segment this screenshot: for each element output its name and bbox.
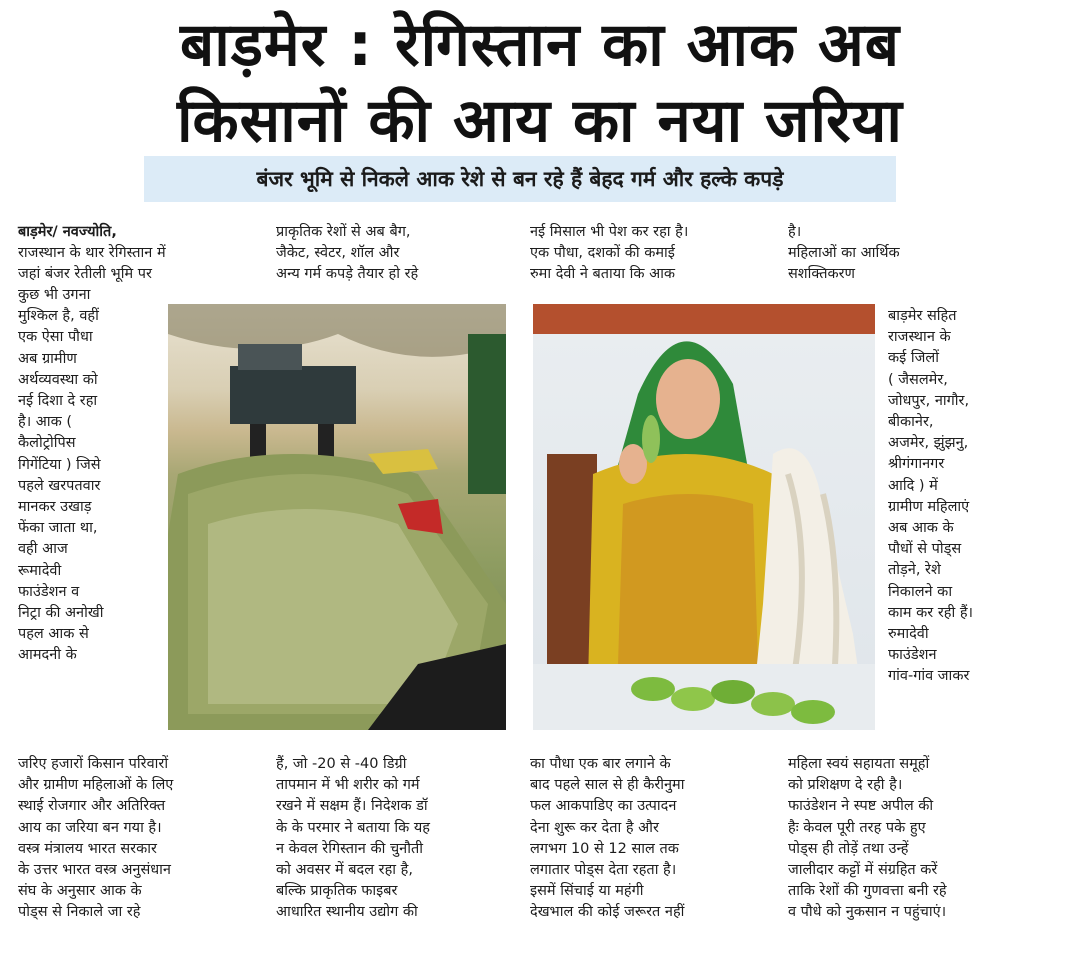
article-text-line: जालीदार कट्टों में संग्रहित करें [788, 862, 938, 879]
column-2-top [276, 222, 508, 286]
article-text-line: रखने में सक्षम हैं। निदेशक डॉ [276, 798, 428, 815]
article-text-line: पोड्स ही तोड़ें तथा उन्हें [788, 840, 909, 857]
headline-line-2: किसानों की आय का नया जरिया [177, 86, 903, 156]
article-text-line: निट्रा की अनोखी [18, 605, 104, 622]
column-4-top [788, 222, 1018, 286]
article-text-line: फाउंडेशन [888, 647, 937, 664]
article-text-line: लगभग 10 से 12 साल तक [530, 840, 679, 857]
article-text-line: लगातार पोड्स देता रहता है। [530, 862, 677, 879]
article-text-line: न केवल रेगिस्तान की चुनौती [276, 840, 423, 857]
article-text-line: के के परमार ने बताया कि यह [276, 819, 430, 836]
article-text-line: वही आज [18, 541, 68, 558]
article-text-line: राजस्थान के थार रेगिस्तान में [18, 245, 166, 262]
article-text-line: सशक्तिकरण [788, 266, 856, 283]
article-text-line: तापमान में भी शरीर को गर्म [276, 777, 420, 794]
article-text-line: पहल आक से [18, 626, 89, 643]
article-text-line: आदि ) में [888, 477, 938, 494]
article-text-line: जरिए हजारों किसान परिवारों [18, 756, 169, 772]
article-text-line: और ग्रामीण महिलाओं के लिए [18, 777, 174, 794]
article-text-line: पोड्स से निकाले जा रहे [18, 904, 141, 921]
article-text-line: व पौधे को नुकसान न पहुंचाएं। [788, 904, 947, 921]
article-text-line: जोधपुर, नागौर, [888, 392, 970, 409]
article-text-line: आधारित स्थानीय उद्योग की [276, 904, 418, 921]
article-text-line: मानकर उखाड़ [18, 499, 92, 516]
article-text-line: श्रीगंगानगर [888, 456, 945, 473]
article-text-line: को अवसर में बदल रहा है, [276, 862, 413, 879]
article-text-line: ताकि रेशों की गुणवत्ता बनी रहे [788, 883, 947, 900]
article-text-line: नई मिसाल भी पेश कर रहा है। [530, 224, 689, 240]
article-text-line: तोड़ने, रेशे [888, 562, 941, 579]
article-text-line: फल आकपाडिए का उत्पादन [530, 798, 677, 815]
article-text-line: एक पौधा, दशकों की कमाई [530, 245, 675, 262]
article-text-line: रुमादेवी [888, 626, 929, 643]
article-text-line: काम कर रही हैं। [888, 604, 974, 621]
article-text-line: फेंका जाता था, [18, 520, 98, 537]
article-text-line: बाड़मेर सहित [888, 308, 957, 324]
article-text-line: को प्रशिक्षण दे रही है। [788, 777, 903, 794]
column-3-bottom [530, 754, 766, 924]
article-text-line: एक ऐसा पौधा [18, 329, 93, 346]
article-text-line: देना शुरू कर देता है और [530, 819, 659, 836]
article-text-line: स्थाई रोजगार और अतिरिक्त [18, 798, 166, 815]
article-text-line: गिगेंटिया ) जिसे [18, 456, 101, 473]
column-1-side [18, 285, 164, 667]
article-text-line: आमदनी के [18, 647, 77, 664]
article-text-line: निकालने का [888, 583, 953, 600]
article-text-line: जैकेट, स्वेटर, शॉल और [276, 245, 400, 262]
article-text-line: ( जैसलमेर, [888, 371, 948, 388]
article-text-line: रुमा देवी ने बताया कि आक [530, 266, 676, 283]
article-text-line: इसमें सिंचाई या महंगी [530, 883, 644, 900]
column-4-bottom [788, 754, 1028, 924]
article-text-line: कई जिलों [888, 350, 939, 367]
article-text-line: ग्रामीण महिलाएं [888, 498, 970, 515]
article-text-line: वस्त्र मंत्रालय भारत सरकार [18, 840, 157, 857]
article-text-line: जहां बंजर रेतीली भूमि पर [18, 266, 152, 283]
article-text-line: है। आक ( [18, 414, 73, 431]
headline-line-1: बाड़मेर : रेगिस्तान का आक अब [179, 10, 901, 80]
article-text-line: देखभाल की कोई जरूरत नहीं [530, 904, 685, 921]
column-1-top [18, 222, 250, 286]
article-text-line: प्राकृतिक रेशों से अब बैग, [276, 224, 411, 240]
article-text-line: है। [788, 224, 802, 240]
article-text-line: कैलोट्रोपिस [18, 435, 76, 452]
article-text-line: गांव-गांव जाकर [888, 668, 970, 685]
photo-aak-pods-illustration [168, 304, 506, 730]
article-text-line: पौधों से पोड्स [888, 541, 962, 558]
subheadline: बंजर भूमि से निकले आक रेशे से बन रहे हैं बेहद गर्म और हल्के कपड़े [144, 156, 896, 202]
article-text-line: अब ग्रामीण [18, 350, 77, 367]
article-text-line: अन्य गर्म कपड़े तैयार हो रहे [276, 266, 419, 283]
article-text-line: संघ के अनुसार आक के [18, 883, 142, 900]
article-text-line: अर्थव्यवस्था को [18, 371, 98, 388]
column-1-bottom [18, 754, 258, 924]
article-text-line: हैं, जो -20 से -40 डिग्री [276, 756, 407, 772]
column-3-top [530, 222, 766, 286]
article-text-line: कुछ भी उगना [18, 287, 91, 303]
column-4-side [888, 306, 1020, 688]
article-text-line: हैः केवल पूरी तरह पके हुए [788, 819, 926, 836]
article-text-line: पहले खरपतवार [18, 477, 101, 494]
article-text-line: बाद पहले साल से ही कैरीनुमा [530, 777, 685, 794]
article-text-line: फाउंडेशन व [18, 583, 80, 600]
photo-aak-pods-pile [168, 304, 506, 730]
article-text-line: रूमादेवी [18, 562, 62, 579]
article-text-line: मुश्किल है, वहीं [18, 308, 99, 325]
article-text-line: महिलाओं का आर्थिक [788, 245, 900, 262]
article-text-line: का पौधा एक बार लगाने के [530, 756, 671, 772]
article-text-line: फाउंडेशन ने स्पष्ट अपील की [788, 798, 934, 815]
article-text-line: बाड़मेर/ नवज्योति, [18, 224, 117, 240]
article-text-line: आय का जरिया बन गया है। [18, 819, 162, 836]
photo-rumadevi-with-aak-fibre [533, 304, 875, 730]
article-text-line: महिला स्वयं सहायता समूहों [788, 756, 930, 772]
article-text-line: के उत्तर भारत वस्त्र अनुसंधान [18, 862, 171, 879]
column-2-bottom [276, 754, 508, 924]
article-text-line: नई दिशा दे रहा [18, 393, 98, 410]
photo-woman-illustration [533, 304, 875, 730]
article-text-line: राजस्थान के [888, 329, 951, 346]
article-text-line: बीकानेर, [888, 414, 934, 431]
article-text-line: बल्कि प्राकृतिक फाइबर [276, 883, 398, 900]
article-text-line: अजमेर, झुंझनु, [888, 435, 969, 452]
article-text-line: अब आक के [888, 520, 954, 537]
